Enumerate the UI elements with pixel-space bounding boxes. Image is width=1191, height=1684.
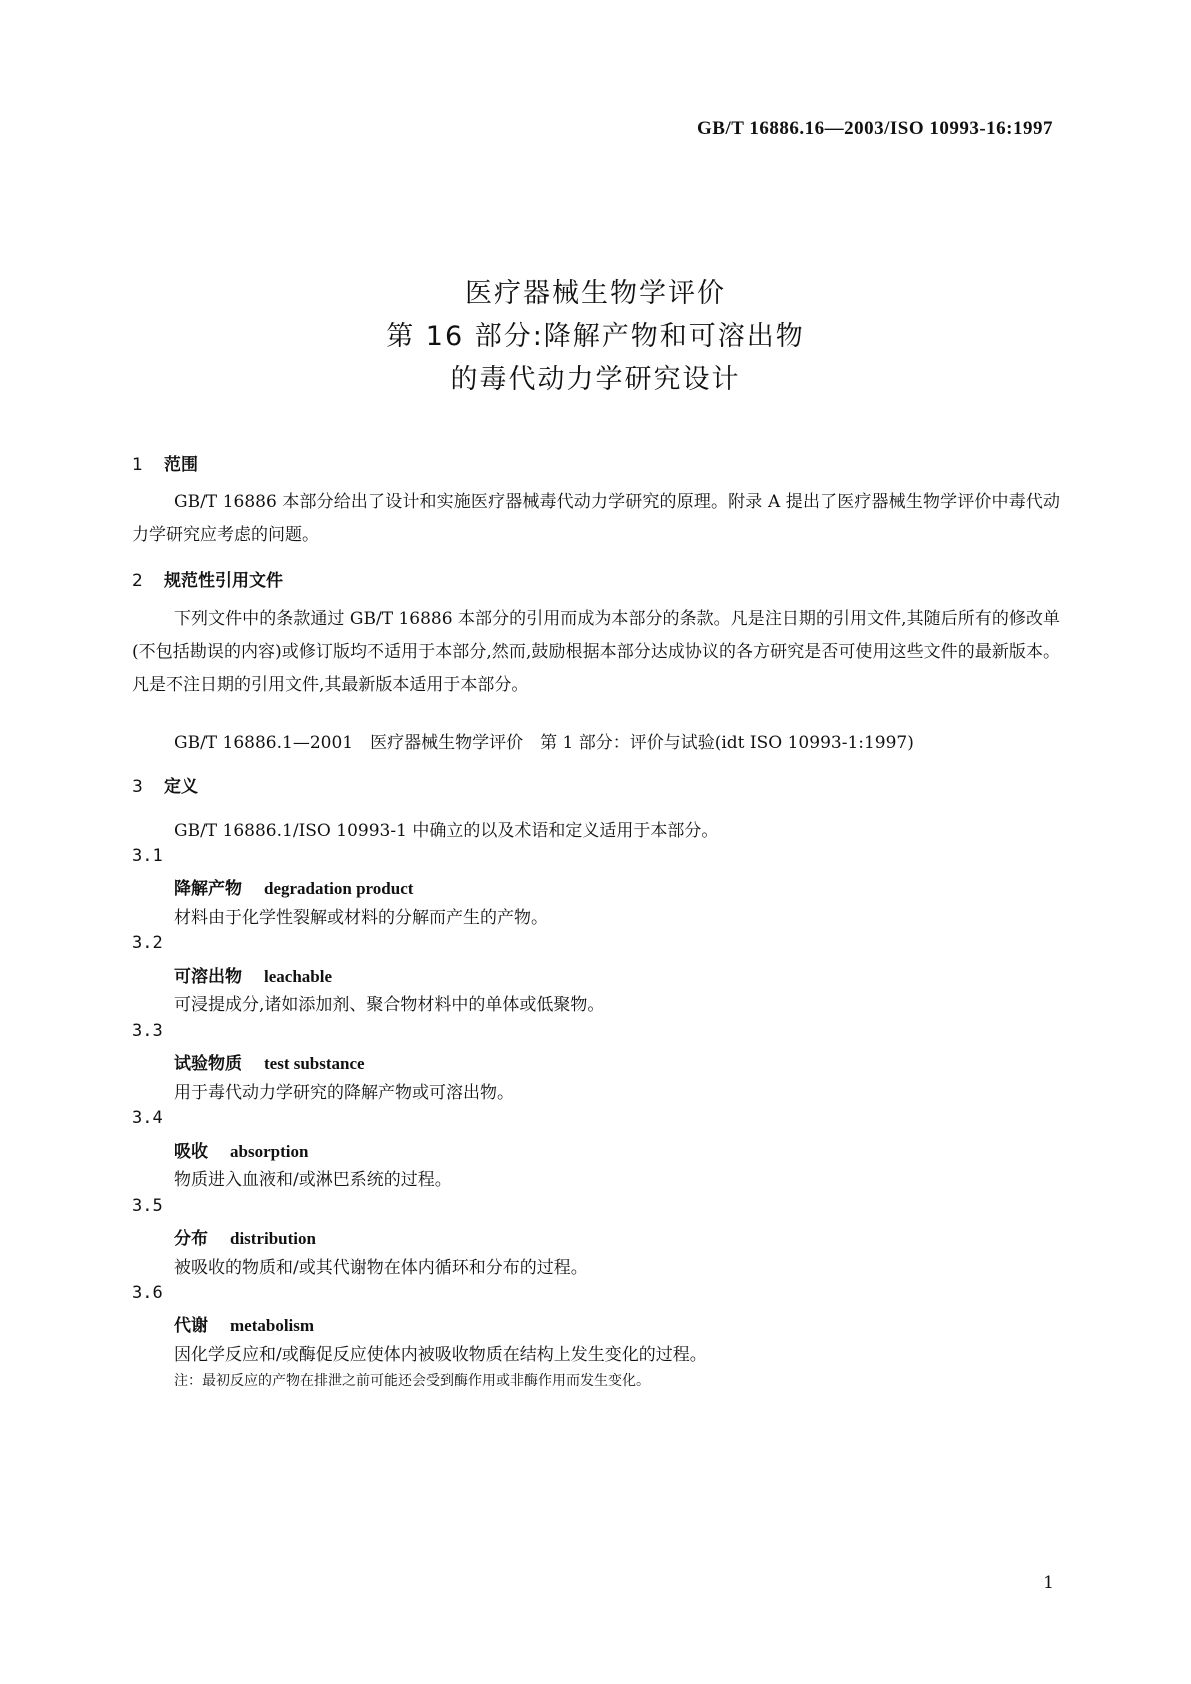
term-en: leachable <box>264 967 332 986</box>
section-number: 1 <box>132 455 143 475</box>
section-2-heading <box>132 566 283 591</box>
term-definition: 用于毒代动力学研究的降解产物或可溶出物。 <box>174 1083 514 1103</box>
section-1-heading <box>132 450 198 475</box>
title-line-1: 医疗器械生物学评价 <box>465 278 726 309</box>
section-3-heading <box>132 772 198 797</box>
term-zh: 吸收 <box>174 1142 208 1162</box>
section-number: 3 <box>132 777 143 797</box>
term-definition: 可浸提成分,诸如添加剂、聚合物材料中的单体或低聚物。 <box>174 995 605 1015</box>
term-zh: 降解产物 <box>174 879 242 899</box>
term-name <box>174 1311 314 1336</box>
normative-reference: GB/T 16886.1—2001 医疗器械生物学评价 第 1 部分：评价与试验(idt ISO 10993-1:1997) <box>174 733 914 753</box>
term-name <box>174 1224 316 1249</box>
term-number: 3.3 <box>132 1021 163 1041</box>
term-en: distribution <box>230 1229 316 1248</box>
section-2-paragraph: 下列文件中的条款通过 GB/T 16886 本部分的引用而成为本部分的条款。凡是注日期的引用文件,其随后所有的修改单(不包括勘误的内容)或修订版均不适用于本部分,然而,鼓励根据本部分达成协议的各方研究是否可使用这些文件的最新版本。凡是不注日期的引用文件,其最新版本适用于本部分。 <box>132 609 1060 695</box>
document-title <box>0 272 1191 401</box>
term-name <box>174 962 332 987</box>
term-zh: 可溶出物 <box>174 967 242 987</box>
page-number: 1 <box>1043 1573 1054 1593</box>
section-number: 2 <box>132 571 143 591</box>
term-number: 3.6 <box>132 1283 163 1303</box>
term-name <box>174 1049 365 1074</box>
term-en: metabolism <box>230 1316 315 1335</box>
section-1-paragraph: GB/T 16886 本部分给出了设计和实施医疗器械毒代动力学研究的原理。附录 A 提出了医疗器械生物学评价中毒代动力学研究应考虑的问题。 <box>132 492 1060 545</box>
term-zh: 试验物质 <box>174 1054 242 1074</box>
term-definition: 物质进入血液和/或淋巴系统的过程。 <box>174 1170 452 1190</box>
term-definition: 材料由于化学性裂解或材料的分解而产生的产物。 <box>174 908 548 928</box>
section-title: 定义 <box>164 777 198 797</box>
term-definition: 被吸收的物质和/或其代谢物在体内循环和分布的过程。 <box>174 1258 588 1278</box>
title-line-2: 第 16 部分:降解产物和可溶出物 <box>386 321 805 352</box>
term-name <box>174 874 413 899</box>
term-en: test substance <box>264 1054 365 1073</box>
term-en: degradation product <box>264 879 414 898</box>
term-number: 3.4 <box>132 1108 163 1128</box>
term-number: 3.1 <box>132 846 163 866</box>
section-title: 规范性引用文件 <box>164 571 283 591</box>
section-title: 范围 <box>164 455 198 475</box>
term-zh: 分布 <box>174 1229 208 1249</box>
term-definition: 因化学反应和/或酶促反应使体内被吸收物质在结构上发生变化的过程。 <box>174 1345 707 1365</box>
standard-code: GB/T 16886.16—2003/ISO 10993-16:1997 <box>697 118 1053 139</box>
term-name <box>174 1137 308 1162</box>
note: 注：最初反应的产物在排泄之前可能还会受到酶作用或非酶作用而发生变化。 <box>174 1373 650 1389</box>
section-3-paragraph: GB/T 16886.1/ISO 10993-1 中确立的以及术语和定义适用于本部分。 <box>174 821 719 841</box>
term-number: 3.2 <box>132 933 163 953</box>
title-line-3: 的毒代动力学研究设计 <box>450 364 741 395</box>
term-zh: 代谢 <box>174 1316 208 1336</box>
term-en: absorption <box>230 1142 309 1161</box>
term-number: 3.5 <box>132 1196 163 1216</box>
